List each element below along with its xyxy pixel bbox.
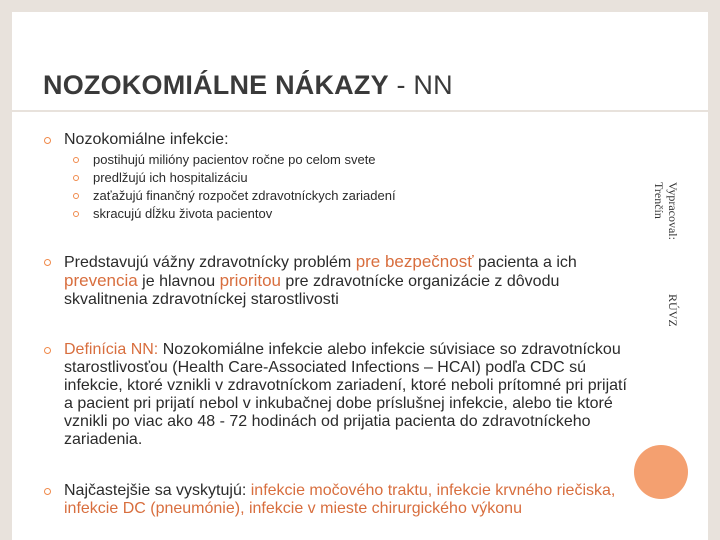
- problem-text-5: skvalitnenia zdravotníckej starostlivosti: [64, 291, 339, 308]
- sub-bullet-2: predlžujú ich hospitalizáciu: [93, 170, 248, 185]
- sub-bullet-1: postihujú milióny pacientov ročne po celom svete: [93, 152, 376, 167]
- definition-line-6: zariadenia.: [64, 431, 143, 448]
- problem-text-3: je hlavnou: [137, 273, 220, 290]
- bullet-icon: [44, 259, 51, 266]
- title-divider: [12, 110, 708, 112]
- definition-label: Definícia NN:: [64, 341, 159, 358]
- sub-bullet-icon: [73, 157, 79, 163]
- frequent-label: Najčastejšie sa vyskytujú:: [64, 482, 251, 499]
- problem-highlight-prevention: prevencia: [64, 271, 138, 290]
- definition-line-3: infekcie, ktoré vznikli v zdravotníckom zariadení, ktoré neboli prítomné pri prijatí: [64, 377, 627, 394]
- bullet-intro: Nozokomiálne infekcie:: [64, 131, 229, 148]
- sub-bullet-icon: [73, 175, 79, 181]
- definition-line-5: vznikli po viac ako 48 - 72 hodinách od prijatia pacienta do zdravotníckeho: [64, 413, 591, 430]
- slide-title: [43, 70, 453, 101]
- frequent-highlight-2: infekcie DC (pneumónie), infekcie v mieste chirurgického výkonu: [64, 500, 522, 517]
- definition-line-4: a pacient pri prijatí nebol v inkubačnej dobe príslušnej infekcie, alebo tie ktoré: [64, 395, 613, 412]
- problem-text-1: Predstavujú vážny zdravotnícky problém: [64, 254, 356, 271]
- bullet-icon: [44, 488, 51, 495]
- side-label-prepared-by: Vypracoval:: [666, 182, 680, 240]
- frequent-highlight-1: infekcie močového traktu, infekcie krvného riečiska,: [250, 482, 616, 499]
- definition-line-2: starostlivosťou (Health Care-Associated Infections – HCAI) podľa CDC sú: [64, 359, 586, 376]
- frame-right-bar: [708, 0, 720, 540]
- title-main: NOZOKOMIÁLNE NÁKAZY: [43, 70, 389, 100]
- bullet-problem: [64, 253, 644, 309]
- problem-highlight-safety: pre bezpečnosť: [355, 252, 474, 271]
- bullet-icon: [44, 137, 51, 144]
- sub-bullet-4: skracujú dĺžku života pacientov: [93, 206, 273, 221]
- definition-line-1: Nozokomiálne infekcie alebo infekcie súvisiace so zdravotníckou: [158, 341, 621, 358]
- bullet-icon: [44, 347, 51, 354]
- side-credit-label: [652, 182, 680, 327]
- sub-bullet-3: zaťažujú finančný rozpočet zdravotníckych zariadení: [93, 188, 396, 203]
- bullet-frequent: [64, 482, 664, 518]
- side-label-city: Trenčín: [652, 182, 666, 219]
- problem-text-4: pre zdravotnícke organizácie z dôvodu: [280, 273, 560, 290]
- frame-top-bar: [0, 0, 720, 12]
- sub-bullet-icon: [73, 211, 79, 217]
- side-label-org: RÚVZ: [666, 293, 680, 327]
- sub-bullet-icon: [73, 193, 79, 199]
- problem-text-2: pacienta a ich: [473, 254, 577, 271]
- title-suffix: - NN: [388, 70, 453, 100]
- problem-highlight-priority: prioritou: [219, 271, 281, 290]
- bullet-definition: [64, 341, 654, 449]
- frame-left-bar: [0, 0, 12, 540]
